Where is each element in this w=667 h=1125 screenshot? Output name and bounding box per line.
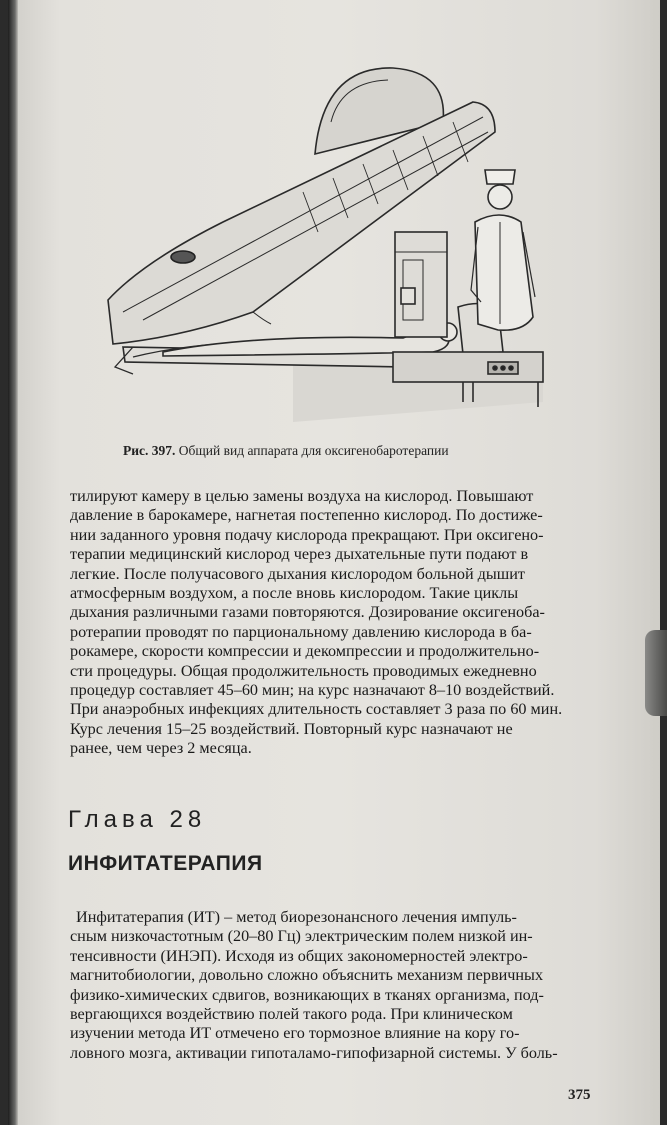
text-line: атмосферным воздухом, а после вновь кислородом. Такие циклы bbox=[70, 584, 519, 603]
text-line: давление в барокамере, нагнетая постепенно кислород. По достиже- bbox=[70, 506, 543, 525]
text-line: терапии медицинский кислород через дыхательные пути подают в bbox=[70, 545, 529, 564]
text-line: легкие. После получасового дыхания кислородом больной дышит bbox=[70, 564, 525, 583]
body-paragraph-1 bbox=[70, 487, 608, 759]
figure-oxygen-barotherapy-apparatus bbox=[103, 62, 553, 430]
text-line: сным низкочастотным (20–80 Гц) электрическим полем низкой ин- bbox=[70, 927, 533, 946]
text-line: Курс лечения 15–25 воздействий. Повторный курс назначают не bbox=[70, 719, 513, 738]
text-line: магнитобиологии, довольно сложно объяснить механизм первичных bbox=[70, 966, 544, 985]
text-line: вергающихся воздействию полей такого рода. При клиническом bbox=[70, 1005, 513, 1024]
chapter-title: Глава 28 bbox=[68, 806, 207, 833]
section-heading: ИНФИТАТЕРАПИЯ bbox=[68, 852, 263, 875]
text-line: При анаэробных инфекциях длительность составляет 3 раза по 60 мин. bbox=[70, 700, 563, 719]
text-line: ранее, чем через 2 месяца. bbox=[70, 739, 252, 758]
figure-caption-number: Рис. 397. bbox=[123, 443, 176, 458]
text-line: нии заданного уровня подачу кислорода прекращают. При оксигено- bbox=[70, 525, 544, 544]
text-line: изучении метода ИТ отмечено его тормозное влияние на кору го- bbox=[70, 1024, 520, 1043]
figure-caption-text: Общий вид аппарата для оксигенобаротерапии bbox=[178, 443, 449, 458]
text-line: дыхания различными газами повторяются. Дозирование оксигеноба- bbox=[70, 603, 545, 622]
book-page bbox=[8, 0, 660, 1125]
figure-caption bbox=[123, 443, 563, 459]
text-line: процедур составляет 45–60 мин; на курс назначают 8–10 воздействий. bbox=[70, 681, 555, 700]
text-line: рокамере, скорости компрессии и декомпрессии и продолжительно- bbox=[70, 642, 540, 661]
text-line: сти процедуры. Общая продолжительность проводимых ежедневно bbox=[70, 661, 537, 680]
text-line: тилируют камеру в целью замены воздуха на кислород. Повышают bbox=[70, 487, 534, 505]
page-number: 375 bbox=[568, 1087, 591, 1103]
text-line: ловного мозга, активации гипоталамо-гипофизарной системы. У боль- bbox=[70, 1043, 558, 1062]
page-binding-edge bbox=[8, 0, 18, 1125]
page-index-tab bbox=[645, 630, 667, 716]
text-line: ротерапии проводят по парциональному давлению кислорода в ба- bbox=[70, 622, 532, 641]
body-paragraph-2 bbox=[70, 908, 608, 1063]
text-line: Инфитатерапия (ИТ) – метод биорезонансного лечения импуль- bbox=[76, 908, 517, 926]
text-line: тенсивности (ИНЭП). Исходя из общих закономерностей электро- bbox=[70, 946, 528, 965]
text-line: физико-химических сдвигов, возникающих в тканях организма, под- bbox=[70, 985, 544, 1004]
